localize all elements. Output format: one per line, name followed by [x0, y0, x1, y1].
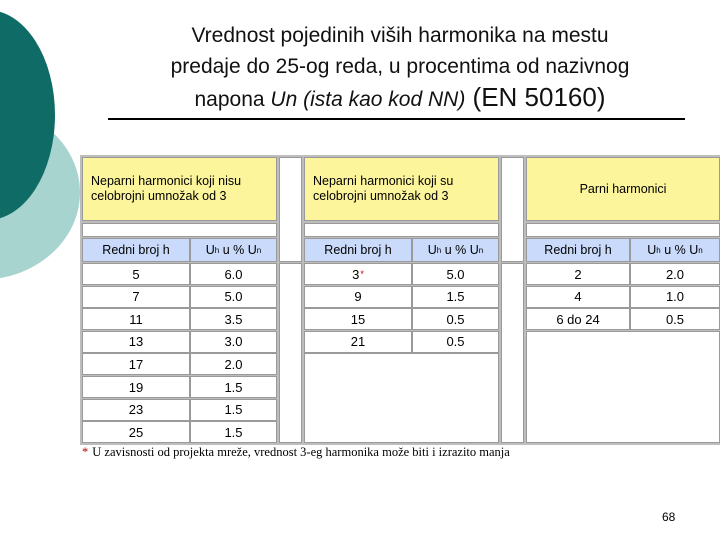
harmonic-value-cell: 0.5	[412, 308, 499, 330]
value-header-part: h	[436, 245, 442, 255]
title-line-3: napona Un (ista kao kod NN) (EN 50160)	[194, 82, 606, 112]
column-separator	[279, 157, 302, 262]
group-header-line: Parni harmonici	[579, 181, 667, 196]
harmonic-order: 25	[128, 424, 144, 440]
harmonic-value-cell: 1.0	[630, 286, 720, 308]
title-line-1: Vrednost pojedinih viših harmonika na mestu	[191, 24, 609, 47]
column-header-order: Redni broj h	[304, 238, 412, 262]
harmonic-value-cell: 2.0	[630, 263, 720, 285]
title-un: Un	[270, 88, 298, 111]
empty-area	[526, 331, 720, 443]
column-separator	[501, 263, 524, 443]
column-header-order: Redni broj h	[82, 238, 190, 262]
harmonic-order: 3	[352, 266, 360, 282]
harmonic-order-cell	[304, 308, 412, 330]
harmonic-order-cell	[82, 286, 190, 308]
harmonic-order-cell	[82, 308, 190, 330]
footnote-text: U zavisnosti od projekta mreže, vrednost 3-eg harmonika može biti i izrazito manja	[92, 445, 510, 459]
value-header-part: n	[256, 245, 262, 255]
harmonic-value-cell: 0.5	[630, 308, 720, 330]
harmonic-order-cell	[82, 376, 190, 398]
harmonic-order-cell	[82, 331, 190, 353]
group-header-line: Neparni harmonici koji nisu	[91, 174, 242, 188]
harmonic-order-cell	[526, 308, 630, 330]
harmonic-order-cell	[526, 286, 630, 308]
group-header-line: celobrojni umnožak od 3	[313, 189, 449, 203]
harmonic-order: 15	[350, 311, 366, 327]
harmonics-table	[80, 155, 720, 445]
harmonic-value-cell: 1.5	[190, 376, 277, 398]
harmonic-order: 23	[128, 402, 144, 418]
title-divider	[108, 118, 685, 120]
harmonic-value-cell: 1.5	[190, 421, 277, 443]
harmonic-order: 13	[128, 334, 144, 350]
harmonic-order-cell	[82, 263, 190, 285]
footnote-asterisk: *	[82, 445, 89, 459]
harmonic-order: 7	[132, 289, 140, 305]
value-header-part: n	[478, 245, 484, 255]
harmonic-order: 9	[354, 289, 362, 305]
header-gap	[82, 223, 277, 237]
harmonic-order: 2	[574, 266, 582, 282]
page-number: 68	[662, 510, 676, 524]
harmonic-order-cell	[304, 263, 412, 285]
header-gap	[526, 223, 720, 237]
harmonic-order-cell	[304, 331, 412, 353]
column-header-order: Redni broj h	[526, 238, 630, 262]
title-standard: (EN 50160)	[465, 82, 606, 112]
harmonic-order: 11	[129, 311, 143, 327]
group-header-line: celobrojni umnožak od 3	[91, 189, 227, 203]
empty-area	[304, 353, 499, 443]
harmonic-order-cell	[304, 286, 412, 308]
harmonic-value-cell: 3.5	[190, 308, 277, 330]
harmonic-value-cell: 1.5	[190, 399, 277, 421]
harmonic-value-cell: 6.0	[190, 263, 277, 285]
group-header-2	[304, 157, 499, 221]
group-header-3	[526, 157, 720, 221]
harmonic-order-cell	[82, 421, 190, 443]
value-header-part: U	[427, 243, 437, 257]
harmonic-value-cell: 3.0	[190, 331, 277, 353]
harmonic-order-cell	[526, 263, 630, 285]
footnote	[82, 445, 510, 460]
value-header-part: u % U	[441, 243, 479, 257]
value-header-part: h	[656, 245, 661, 255]
harmonic-value-cell: 5.0	[412, 263, 499, 285]
asterisk-marker: *	[360, 269, 364, 279]
value-header-part: U	[205, 243, 215, 257]
column-header-value	[630, 238, 720, 262]
value-header-part: U	[647, 243, 657, 257]
header-gap	[304, 223, 499, 237]
value-header-part: h	[214, 245, 220, 255]
harmonic-value-cell: 1.5	[412, 286, 499, 308]
column-separator	[501, 157, 524, 262]
harmonic-order: 6 do 24	[556, 311, 600, 327]
harmonic-value-cell: 5.0	[190, 286, 277, 308]
harmonic-order: 19	[128, 379, 144, 395]
harmonic-order: 17	[128, 356, 144, 372]
slide-title	[110, 20, 690, 115]
title-ista: (ista kao kod NN)	[297, 88, 466, 111]
harmonic-order: 21	[350, 334, 366, 350]
harmonic-value-cell: 2.0	[190, 353, 277, 375]
column-header-value	[190, 238, 277, 262]
title-line-2: predaje do 25-og reda, u procentima od nazivnog	[170, 55, 630, 78]
harmonic-value-cell: 0.5	[412, 331, 499, 353]
harmonic-order: 5	[132, 266, 140, 282]
group-header-1	[82, 157, 277, 221]
value-header-part: u % U	[660, 243, 699, 257]
value-header-part: n	[698, 245, 703, 255]
harmonic-order: 4	[574, 289, 582, 305]
value-header-part: u % U	[219, 243, 257, 257]
column-separator	[279, 263, 302, 443]
group-header-line: Neparni harmonici koji su	[313, 174, 454, 188]
harmonic-order-cell	[82, 353, 190, 375]
column-header-value	[412, 238, 499, 262]
harmonic-order-cell	[82, 399, 190, 421]
